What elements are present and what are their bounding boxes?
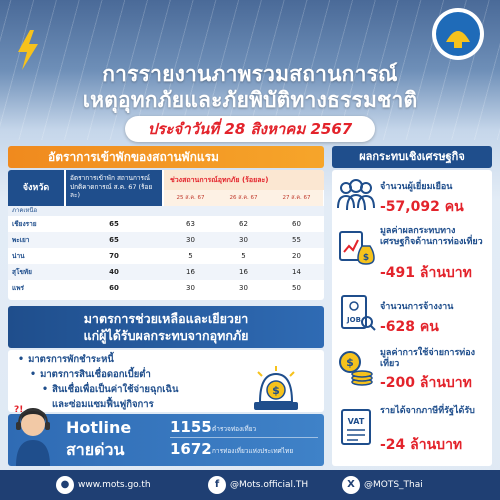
header-date-2: 26 ส.ค. 67 [217,190,270,206]
table-row [8,232,324,248]
coins-icon [336,348,376,388]
day1-cell: 5 [188,252,193,260]
day2-cell: 30 [239,236,248,244]
econ-label: รายได้จากภาษีที่รัฐได้รับ [380,406,475,416]
province-cell: สุโขทัย [12,268,32,276]
svg-text:$: $ [272,384,280,397]
svg-text:JOB: JOB [347,316,361,324]
day1-cell: 16 [186,268,195,276]
relief-banner [8,306,324,348]
date-badge: ประจำวันที่ 28 สิงหาคม 2567 [125,116,375,142]
website-link[interactable]: www.mots.go.th [78,480,151,490]
people-icon [336,176,376,216]
hotline-number[interactable]: 1155 [170,418,212,436]
globe-icon: ● [56,476,74,494]
hotline-divider [170,437,318,438]
svg-text:?!: ?! [14,405,24,415]
ministry-logo [430,6,486,62]
econ-label: มูลค่าการใช้จ่ายการท่องเที่ยว [380,348,476,369]
header-flood-period: ช่วงสถานการณ์อุทกภัย (ร้อยละ) [164,170,324,190]
facebook-icon: f [208,476,226,494]
econ-label: จำนวนผู้เยี่ยมเยือน [380,182,453,192]
hotline-label: Hotline [66,418,132,437]
svg-text:$: $ [362,253,370,263]
day3-cell: 14 [292,268,301,276]
day3-cell: 20 [292,252,301,260]
table-row [8,264,324,280]
call-agent-icon [10,402,56,466]
province-cell: พะเยา [12,236,30,244]
day1-cell: 30 [186,284,195,292]
title-line-1: การรายงานภาพรวมสถานการณ์ [102,62,398,86]
x-icon: X [342,476,360,494]
normal-cell: 70 [109,252,119,260]
header-date-3: 27 ส.ค. 67 [270,190,323,206]
header-province: จังหวัด [8,170,64,206]
table-row [8,248,324,264]
normal-cell: 65 [109,220,119,228]
normal-cell: 65 [109,236,119,244]
relief-bullet: • สินเชื่อเพื่อเป็นค่าใช้จ่ายฉุกเฉิน [42,384,178,396]
province-cell: แพร่ [12,284,24,292]
day3-cell: 50 [292,284,301,292]
facebook-link[interactable]: @Mots.official.TH [230,480,309,490]
relief-bullet: • มาตรการพักชำระหนี้ [18,354,114,366]
day2-cell: 62 [239,220,248,228]
hotline-number[interactable]: 1672 [170,440,212,458]
table-row [8,280,324,296]
money-bag-icon [336,226,376,266]
hotline-label-thai: สายด่วน [66,440,125,459]
siren-coin-icon [246,364,306,412]
region-label: ภาคเหนือ [8,206,324,216]
day1-cell: 63 [186,220,195,228]
econ-value: -628 คน [380,319,439,335]
day1-cell: 30 [186,236,195,244]
econ-value: -57,092 คน [380,199,464,215]
day3-cell: 55 [292,236,301,244]
relief-title-line-2: แก่ผู้ได้รับผลกระทบจากอุทกภัย [83,328,249,343]
normal-cell: 40 [109,268,119,276]
econ-label: จำนวนการจ้างงาน [380,302,454,312]
header-date-1: 25 ส.ค. 67 [164,190,217,206]
econ-value: -200 ล้านบาท [380,375,472,391]
day3-cell: 60 [292,220,301,228]
x-link[interactable]: @MOTS_Thai [364,480,423,490]
normal-cell: 60 [109,284,119,292]
occupancy-table [8,170,324,300]
relief-bullet: • มาตรการสินเชื่อดอกเบี้ยต่ำ [30,369,151,381]
province-cell: น่าน [12,252,25,260]
econ-label: มูลค่าผลกระทบทางเศรษฐกิจด้านการท่องเที่ยว [380,226,483,247]
vat-icon [336,406,376,446]
table-row [8,216,324,232]
header-normal-occupancy: อัตราการเข้าพัก สถานการณ์ปกติคาดการณ์ ส.ค. 67 (ร้อยละ) [66,170,162,206]
svg-text:VAT: VAT [347,417,365,426]
relief-title-line-1: มาตรการช่วยเหลือและเยียวยา [83,311,249,326]
econ-value: -24 ล้านบาท [380,437,463,453]
day2-cell: 30 [239,284,248,292]
province-cell: เชียงราย [12,220,37,228]
job-icon [336,292,376,332]
relief-bullet-continued: และซ่อมแซมฟื้นฟูกิจการ [52,399,154,410]
econ-value: -491 ล้านบาท [380,265,472,281]
economic-title: ผลกระทบเชิงเศรษฐกิจ [332,146,492,168]
svg-text:$: $ [346,356,354,369]
hotline-description: การท่องเที่ยวแห่งประเทศไทย [212,447,294,455]
hotline-description: ตำรวจท่องเที่ยว [212,425,257,433]
day2-cell: 5 [241,252,246,260]
title-line-2: เหตุอุทกภัยและภัยพิบัติทางธรรมชาติ [82,88,418,112]
occupancy-title: อัตราการเข้าพักของสถานพักแรม [8,146,324,168]
day2-cell: 16 [239,268,248,276]
